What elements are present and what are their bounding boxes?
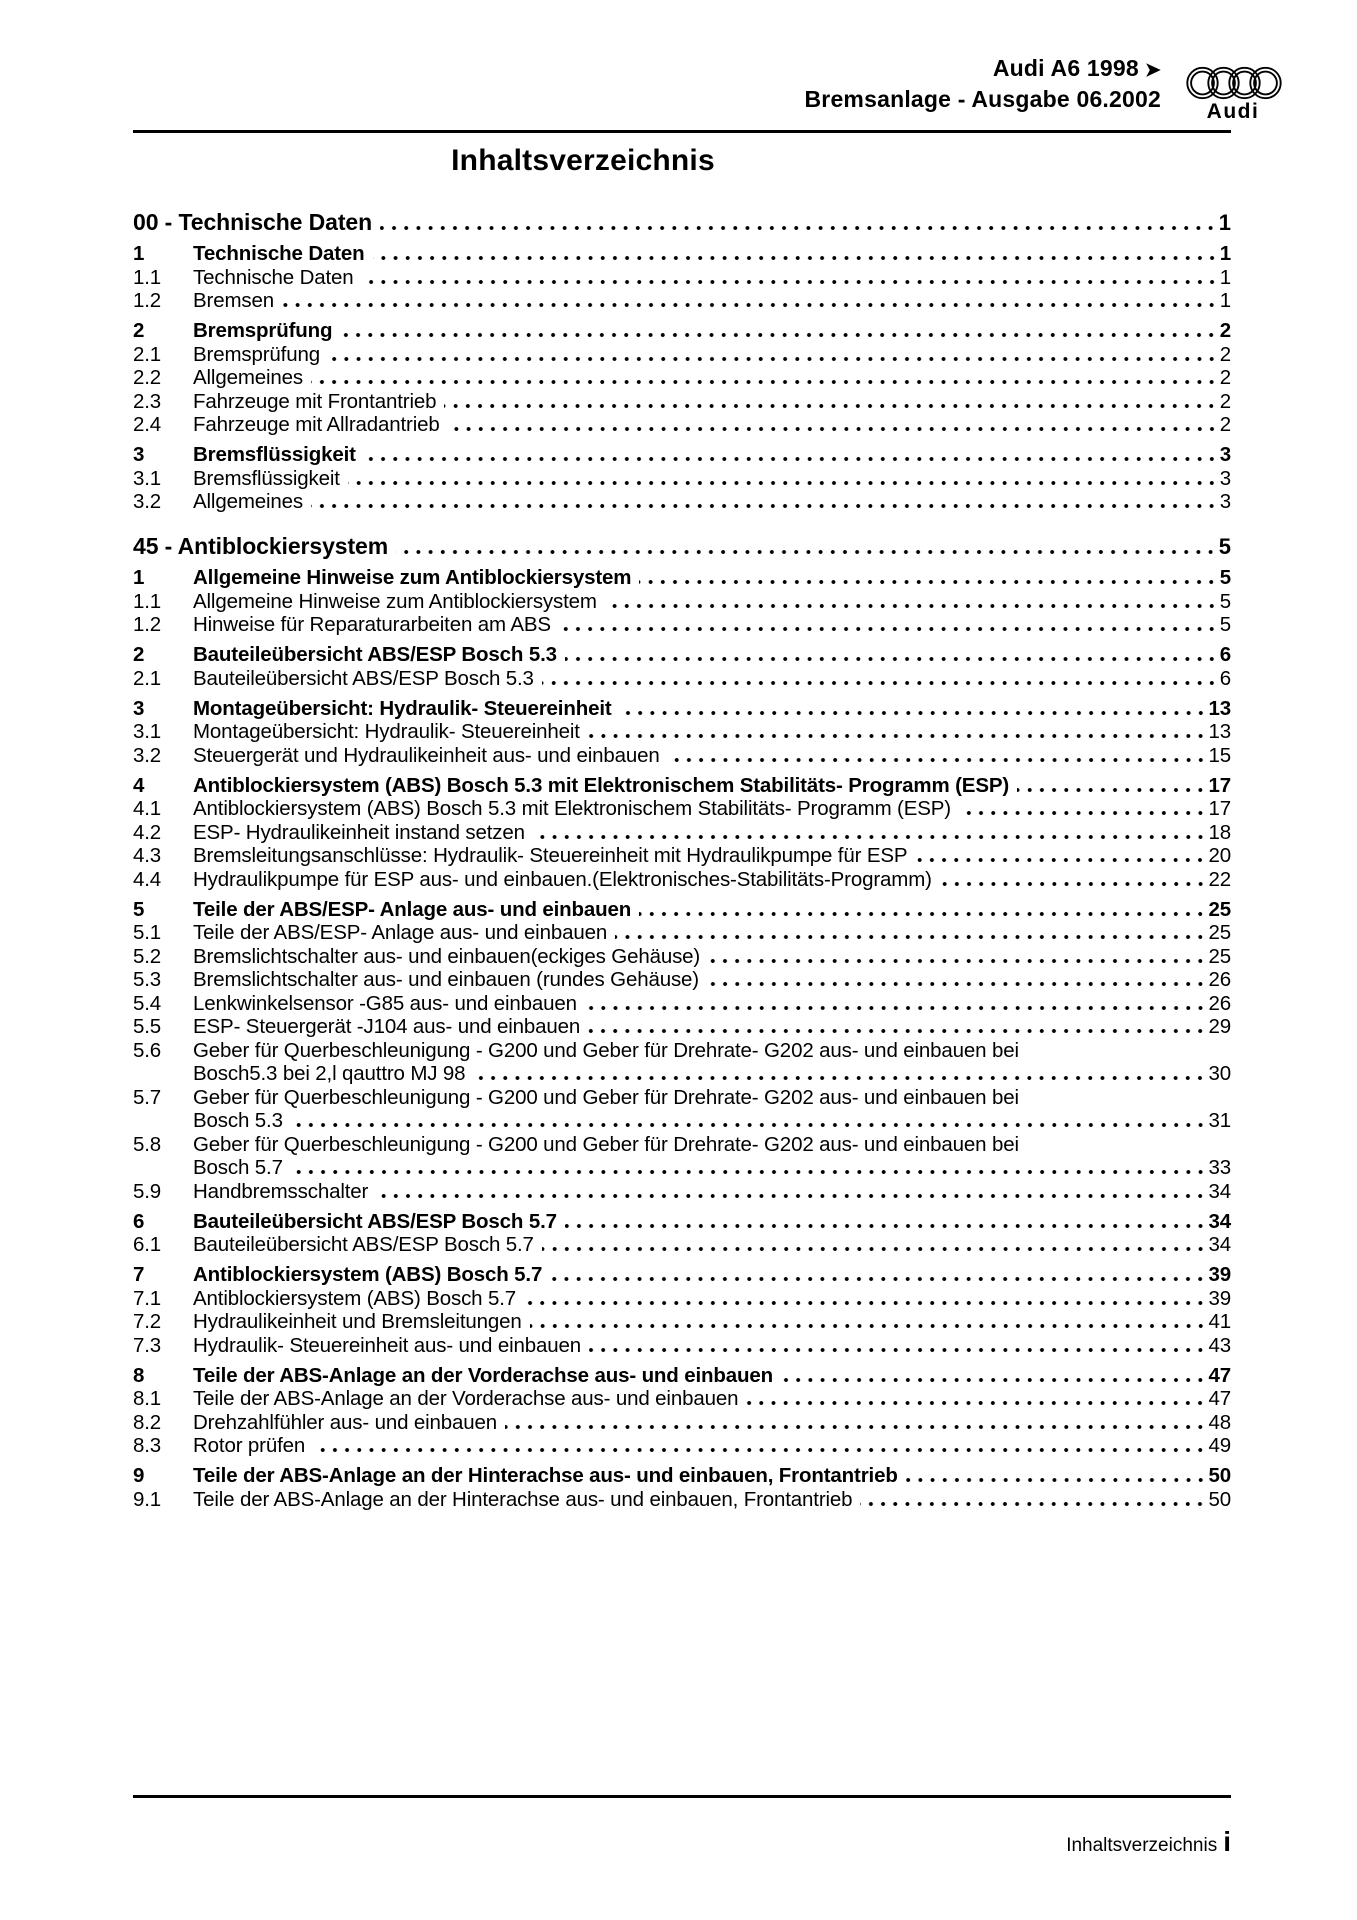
toc-entry [133,467,1231,491]
toc-entry [133,290,1231,314]
toc-entry [133,697,1231,721]
toc-entry-title: Fahrzeuge mit Allradantrieb [193,413,440,436]
toc-entry-number: 3 [133,696,145,720]
toc-entry-title: Bremsprüfung [193,342,320,366]
toc-entry-title: Allgemeines [193,490,304,513]
dot-leader [1017,786,1206,794]
toc-entry-page: 5 [1219,566,1231,589]
toc-entry [133,343,1231,367]
toc-entry-title: Teile der ABS-Anlage an der Hinterachse aus- und einbauen, Frontantrieb [193,1487,853,1511]
toc-entry-number: 3 [133,443,145,466]
toc-entry [133,1287,1231,1311]
toc-entry-page: 47 [1208,1387,1231,1410]
toc-entry [133,567,1231,591]
footer-page-number: i [1223,1826,1231,1857]
dot-leader [589,1346,1206,1354]
toc-entry-title: Technische Daten [193,265,354,289]
toc-entry-number: 1 [133,566,145,589]
toc-entry-page: 47 [1208,1363,1231,1387]
toc-entry-number: 1.2 [133,613,162,636]
toc-entry-page: 22 [1208,867,1231,891]
toc-section-label: 45 - Antiblockiersystem [133,533,389,559]
toc-entry-title: Allgemeine Hinweise zum Antiblockiersystem [193,589,597,613]
toc-entry [133,367,1231,391]
footer-rule [133,1795,1231,1798]
toc-entry-title: Hydraulikeinheit und Bremsleitungen [193,1310,522,1333]
dot-leader [565,655,1218,663]
toc-entry [133,1039,1231,1086]
toc-entry-number: 4 [133,773,145,797]
toc-entry-page: 3 [1219,490,1231,513]
dot-leader [860,1500,1206,1508]
toc-section-header [133,530,1231,560]
toc-entry-title: Rotor prüfen [193,1434,306,1457]
dot-leader [530,1322,1207,1330]
toc-entry [133,945,1231,969]
dot-leader [542,679,1218,687]
toc-entry [133,1488,1231,1512]
toc-entry-page: 25 [1208,944,1231,968]
toc-entry-page: 2 [1219,389,1231,413]
toc-entry-page: 18 [1208,820,1231,844]
toc-entry-title: Bremslichtschalter aus- und einbauen(eckiges Gehäuse) [193,944,701,968]
toc-entry [133,491,1231,515]
toc-entry-number: 5.7 [133,1085,162,1109]
toc-entry-page: 2 [1219,319,1231,342]
dot-leader [282,301,1218,309]
toc-entry-page: 17 [1208,797,1231,820]
toc-entry [133,898,1231,922]
toc-entry [133,1311,1231,1335]
toc-entry-page: 15 [1208,743,1231,767]
dot-leader [559,625,1218,633]
toc-entry-title: Steuergerät und Hydraulikeinheit aus- und einbauen [193,743,660,767]
dot-leader [448,425,1218,433]
toc-entry-number: 4.4 [133,867,162,891]
toc-section-label: 00 - Technische Daten [133,209,373,235]
dot-leader [533,833,1207,841]
toc-entry-title: Antiblockiersystem (ABS) Bosch 5.3 mit Elektronischem Stabilitäts- Programm (ESP) [193,797,951,820]
toc-entry-title: Geber für Querbeschleunigung - G200 und Geber für Drehrate- G202 aus- und einbauen bei [193,1132,1019,1156]
dot-leader [906,1476,1207,1484]
toc-entry-number: 5.6 [133,1038,162,1062]
toc-section [133,530,1231,1512]
toc-entry-title: Teile der ABS-Anlage an der Hinterachse aus- und einbauen, Frontantrieb [193,1464,898,1487]
toc-entry-number: 2.4 [133,413,162,436]
toc-entry-title: Antiblockiersystem (ABS) Bosch 5.7 [193,1263,543,1286]
toc-entry-page: 1 [1219,289,1231,312]
toc-entry [133,1435,1231,1459]
dot-leader [444,402,1217,410]
toc-entry [133,1180,1231,1204]
toc-entry [133,1210,1231,1234]
dot-leader [311,378,1218,386]
arrow-right-icon: ➤ [1144,60,1161,81]
toc-entry-title: Teile der ABS/ESP- Anlage aus- und einbauen [193,921,608,944]
header [804,54,1161,113]
toc-entry-number: 3.1 [133,720,162,743]
toc-entry-page: 50 [1208,1464,1231,1487]
toc-entry-title: Bremsflüssigkeit [193,466,340,490]
toc-entry [133,798,1231,822]
dot-leader [376,1192,1206,1200]
toc-entry [133,1334,1231,1358]
toc-entry-page: 34 [1208,1233,1231,1256]
toc-entry [133,992,1231,1016]
toc-entry-page: 17 [1208,773,1231,797]
toc-entry-page: 6 [1219,666,1231,690]
toc-entry-title: Technische Daten [193,242,365,265]
toc-entry-title: Bremsleitungsanschlüsse: Hydraulik- Steuereinheit mit Hydraulikpumpe für ESP [193,844,908,867]
toc-entry-page2: 31 [1208,1109,1231,1132]
toc-entry-page: 6 [1219,643,1231,666]
toc-entry [133,1465,1231,1489]
dot-leader [313,1446,1206,1454]
dot-leader [542,1245,1207,1253]
toc-entry-page: 26 [1208,968,1231,991]
toc-entry-page: 26 [1208,991,1231,1015]
toc-entry [133,969,1231,993]
toc-entry-page: 39 [1208,1286,1231,1310]
toc-entry-title: Teile der ABS/ESP- Anlage aus- und einbauen [193,897,632,921]
dot-leader [373,254,1218,262]
toc-entry-title: Montageübersicht: Hydraulik- Steuereinheit [193,696,612,720]
toc-section [133,206,1231,514]
toc-entry-title: ESP- Hydraulikeinheit instand setzen [193,820,525,844]
toc-entry [133,845,1231,869]
toc-entry-title: Bremsen [193,289,274,312]
toc-entry-page: 2 [1219,342,1231,366]
toc-entry [133,1364,1231,1388]
dot-leader [620,709,1207,717]
toc-entry-page: 2 [1219,366,1231,389]
toc-entry-title: Bremsflüssigkeit [193,443,356,466]
toc-entry-page: 25 [1208,897,1231,921]
toc-entry-number: 4.3 [133,844,162,867]
toc-entry-title: Hydraulik- Steuereinheit aus- und einbauen [193,1333,582,1357]
dot-leader [959,809,1207,817]
toc-section-header [133,206,1231,236]
toc-entry [133,320,1231,344]
dot-leader [328,355,1218,363]
toc-entry-number: 2.3 [133,389,162,413]
toc-entry-number: 7 [133,1263,145,1286]
dot-leader [550,1275,1206,1283]
dot-leader [588,1027,1206,1035]
toc-entry-title2: Bosch 5.7 [193,1156,283,1179]
toc-entry-title2: Bosch 5.3 [193,1109,283,1132]
toc-entry-title: Geber für Querbeschleunigung - G200 und Geber für Drehrate- G202 aus- und einbauen bei [193,1085,1019,1109]
dot-leader [473,1074,1206,1082]
dot-leader [396,548,1217,556]
toc-entry-number: 2 [133,319,145,342]
toc-entry-title: Bauteileübersicht ABS/ESP Bosch 5.7 [193,1209,557,1233]
toc-entry-title: Bauteileübersicht ABS/ESP Bosch 5.3 [193,666,534,690]
toc-entry [133,721,1231,745]
toc-entry-title: Bauteileübersicht ABS/ESP Bosch 5.7 [193,1233,534,1256]
toc-entry-page: 3 [1219,443,1231,466]
toc-entry-page: 13 [1208,696,1231,720]
toc-entry [133,590,1231,614]
toc-entry [133,1133,1231,1180]
toc-entry-page: 1 [1219,265,1231,289]
toc-entry [133,1016,1231,1040]
dot-leader [639,578,1217,586]
toc-entry-number: 3.2 [133,743,162,767]
toc-entry-page: 25 [1208,921,1231,944]
dot-leader [291,1168,1207,1176]
toc-entry-page: 34 [1208,1179,1231,1203]
toc [133,206,1231,1512]
toc-entry-page: 50 [1208,1487,1231,1511]
toc-entry-page: 29 [1208,1015,1231,1038]
toc-entry-page: 3 [1219,466,1231,490]
toc-entry [133,414,1231,438]
toc-entry-title: Antiblockiersystem (ABS) Bosch 5.3 mit Elektronischem Stabilitäts- Programm (ESP) [193,773,1010,797]
toc-entry-number: 5.1 [133,921,162,944]
toc-entry-title: Lenkwinkelsensor -G85 aus- und einbauen [193,991,577,1015]
toc-entry-number: 4.2 [133,820,162,844]
dot-leader [291,1121,1207,1129]
toc-entry-page: 5 [1219,613,1231,636]
dot-leader [340,331,1217,339]
toc-entry-number: 5.9 [133,1179,162,1203]
toc-entry-number: 7.1 [133,1286,162,1310]
toc-entry-title: Allgemeine Hinweise zum Antiblockiersystem [193,566,632,589]
dot-leader [707,980,1207,988]
toc-entry-number: 3.1 [133,466,162,490]
toc-entry-number: 6 [133,1209,145,1233]
dot-leader [915,856,1206,864]
toc-entry-page: 48 [1208,1410,1231,1434]
toc-entry-number: 8.1 [133,1387,162,1410]
toc-entry [133,390,1231,414]
dot-leader [524,1299,1206,1307]
audi-wordmark: Audi [1206,100,1260,123]
toc-entry-number: 2 [133,643,145,666]
toc-entry-number: 8.2 [133,1410,162,1434]
dot-leader [781,1376,1206,1384]
footer [1066,1826,1231,1858]
toc-entry-title: Bremsprüfung [193,319,333,342]
toc-entry [133,774,1231,798]
toc-entry-title: Hydraulikpumpe für ESP aus- und einbauen.(Elektronisches-Stabilitäts-Programm) [193,867,932,891]
toc-entry-page2: 30 [1208,1062,1231,1085]
toc-entry-number: 8 [133,1363,145,1387]
audi-rings-icon [1186,62,1282,104]
toc-entry-title: Fahrzeuge mit Frontantrieb [193,389,437,413]
toc-entry-number: 5.2 [133,944,162,968]
toc-entry-title: Bremslichtschalter aus- und einbauen (rundes Gehäuse) [193,968,699,991]
toc-entry [133,614,1231,638]
toc-entry-title: Hinweise für Reparaturarbeiten am ABS [193,613,551,636]
toc-entry-title: Teile der ABS-Anlage an der Vorderachse aus- und einbauen [193,1363,774,1387]
dot-leader [940,880,1207,888]
toc-entry-title: Bauteileübersicht ABS/ESP Bosch 5.3 [193,643,557,666]
toc-entry-number: 3.2 [133,490,162,513]
toc-entry-page: 13 [1208,720,1231,743]
dot-leader [364,455,1218,463]
toc-entry-title: Montageübersicht: Hydraulik- Steuereinheit [193,720,580,743]
toc-entry-number: 5.3 [133,968,162,991]
toc-entry [133,1086,1231,1133]
dot-leader [615,933,1206,941]
page-title: Inhaltsverzeichnis [451,144,715,177]
toc-entry-page: 39 [1208,1263,1231,1286]
toc-entry [133,744,1231,768]
toc-entry-page: 34 [1208,1209,1231,1233]
toc-entry-number: 2.2 [133,366,162,389]
toc-entry [133,1411,1231,1435]
toc-entry-page: 43 [1208,1333,1231,1357]
toc-entry-page: 49 [1208,1434,1231,1457]
toc-entry [133,821,1231,845]
toc-entry-title2: Bosch5.3 bei 2,l qauttro MJ 98 [193,1062,466,1085]
dot-leader [565,1222,1207,1230]
toc-section-entries [133,243,1231,515]
toc-entry [133,444,1231,468]
toc-section-entries [133,567,1231,1512]
toc-entry-title: Antiblockiersystem (ABS) Bosch 5.7 [193,1286,517,1310]
dot-leader [708,957,1206,965]
toc-entry-title: Drehzahlfühler aus- und einbauen [193,1410,498,1434]
toc-entry-number: 7.2 [133,1310,162,1333]
toc-entry-title: Handbremsschalter [193,1179,369,1203]
toc-section-page: 5 [1218,534,1231,559]
dot-leader [588,732,1207,740]
toc-entry-number: 9.1 [133,1487,162,1511]
dot-leader [362,278,1218,286]
toc-entry [133,667,1231,691]
toc-entry-number: 1.2 [133,289,162,312]
toc-entry-number: 1 [133,242,145,265]
toc-entry-page: 5 [1219,589,1231,613]
toc-entry [133,243,1231,267]
header-model-text: Audi A6 1998 [992,55,1139,81]
toc-entry-number: 5.8 [133,1132,162,1156]
toc-entry-title: Geber für Querbeschleunigung - G200 und Geber für Drehrate- G202 aus- und einbauen bei [193,1038,1019,1062]
toc-entry-number: 5.5 [133,1015,162,1038]
toc-entry-title: ESP- Steuergerät -J104 aus- und einbauen [193,1015,581,1038]
dot-leader [311,502,1218,510]
dot-leader [605,602,1218,610]
dot-leader [668,756,1207,764]
toc-entry-page2: 33 [1208,1156,1231,1179]
toc-entry [133,1264,1231,1288]
toc-entry-page: 1 [1219,242,1231,265]
toc-entry-number: 8.3 [133,1434,162,1457]
toc-entry [133,1234,1231,1258]
toc-entry [133,266,1231,290]
toc-entry-number: 6.1 [133,1233,162,1256]
toc-entry [133,922,1231,946]
toc-entry-page: 2 [1219,413,1231,436]
header-edition-line: Bremsanlage - Ausgabe 06.2002 [804,86,1161,112]
toc-entry-number: 4.1 [133,797,162,820]
toc-entry-page: 20 [1208,844,1231,867]
toc-entry-title: Allgemeines [193,366,304,389]
toc-entry-number: 2.1 [133,666,162,690]
toc-entry-number: 2.1 [133,342,162,366]
dot-leader [505,1423,1206,1431]
toc-entry-number: 5.4 [133,991,162,1015]
dot-leader [380,224,1217,232]
toc-entry-number: 5 [133,897,145,921]
toc-entry-number: 7.3 [133,1333,162,1357]
header-rule [133,130,1231,133]
dot-leader [348,479,1218,487]
dot-leader [639,910,1206,918]
toc-entry-number: 9 [133,1464,145,1487]
toc-entry [133,1388,1231,1412]
toc-entry [133,868,1231,892]
header-model-line [804,54,1161,85]
toc-entry-page: 41 [1208,1310,1231,1333]
toc-section-page: 1 [1218,210,1231,235]
toc-entry-number: 1.1 [133,589,162,613]
footer-label: Inhaltsverzeichnis [1066,1835,1218,1856]
toc-entry-title: Teile der ABS-Anlage an der Vorderachse aus- und einbauen [193,1387,739,1410]
dot-leader [746,1399,1206,1407]
toc-entry [133,644,1231,668]
dot-leader [585,1004,1207,1012]
toc-entry-number: 1.1 [133,265,162,289]
